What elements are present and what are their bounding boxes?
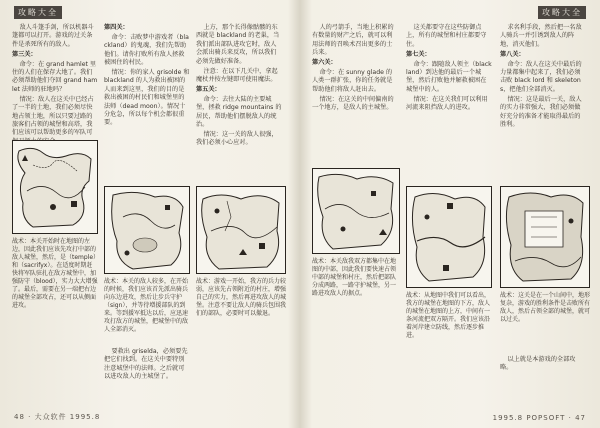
paragraph: 情况：这是最后一关，敌人的实力非常强大，我们必须做好充分的准备才能取得最后的胜利。 — [500, 95, 582, 128]
right-column-2 — [406, 24, 492, 114]
paragraph: 情况：这一关的敌人很强，我们必须小心应对。 — [196, 130, 278, 147]
paragraph: 求名利手段，然后把一名敌人骑兵一并引诱到敌人的阵地，消灭他们。 — [500, 24, 582, 48]
paragraph: 命令：跟随敌人领主（blackland）到达他的最后一个城堡，然后打败他并解救被困在城堡中的人。 — [406, 60, 492, 93]
level-map-image — [12, 140, 98, 234]
right-page — [302, 0, 600, 428]
left-column-1 — [12, 24, 98, 148]
level-map-image — [312, 168, 400, 254]
level-map-image — [104, 186, 190, 274]
section-header-tag: 攻略大全 — [14, 6, 62, 19]
map-caption: 战术：这关是在一个山间中，地形复杂，游戏的胜利条件是击败所有敌人，然后占领全部的城堡，就可以过关。 — [500, 292, 591, 323]
level-map-image — [500, 186, 590, 288]
right-column-1 — [312, 24, 398, 114]
paragraph: 注意：在以下几关中，拿起魔杖并按左键即可使用魔法。 — [196, 67, 278, 83]
section-heading: 第八关： — [500, 50, 525, 58]
right-column-3 — [500, 24, 586, 131]
paragraph: 命令：击败梦中游戏者（blackland）的鬼魂，我们先帮助他们。请你打败所有敌人拯救被困住的村民。 — [104, 33, 189, 67]
paragraph: 情况：在这关的中间偏南的一个地方，是敌人的主城堡。 — [312, 95, 394, 112]
map-caption: 战术：本关敌我双方都集中在地图的中部，因此我们要快速占领中部的城堡和村庄，然后把部队分成两路，一路守护城堡，另一路进攻敌人的据点。 — [312, 258, 397, 297]
paragraph: 命令：在 grand hamlet 里住的人们在保存大地了。我们必须帮助他们夺回 grand hamlet 法师的驻地吗？ — [12, 60, 98, 93]
paragraph: 命令：在 sunny glade 的人类一群扩张，你的任务就是帮助他们将敌人赶出去。 — [312, 69, 393, 93]
paragraph: 人的弓箭手，当地上积累的有数量的财产之后，就可以利用法师的召唤术召出更多的士兵来。 — [312, 24, 394, 57]
page-footer: 1995.8 POPSOFT · 47 — [492, 414, 586, 422]
section-heading: 第六关： — [312, 59, 337, 67]
map-caption: 战术：本关开始时在地图的左边，因此我们应该先攻打中部的敌人城堡，然后，是（temple）和（sacrifyx）。在适度时期赶快将军队驻扎在敌方城堡中，加强防守（blood），实力大大增强了。最后，需要在另一端把右边的城堡全部攻占，还可以从侧面进攻。 — [12, 238, 98, 309]
section-heading: 第七关： — [406, 50, 431, 58]
paragraph: 情况：在这关我们可以利用河流来阻挡敌人的进攻。 — [406, 95, 488, 112]
paragraph: 以上就是本游戏的全部攻略。 — [500, 356, 576, 372]
paragraph: 命令：去往大陆的主要城堡，拯救 ridge mountains 的居民，帮助他们摆脱敌人的统治。 — [196, 95, 282, 128]
paragraph: 情况：敌人在这关中已经占了一半的土地，我们必须尽快地占领土地，所以只要过路的旅客们占领的城堡和高塔，我们应该可以帮助更多的军队可 — [12, 95, 94, 137]
map-caption: 战术：游戏一开始，我方的兵力较弱，应该先占领附近的村庄，增强自己的实力，然后再进攻敌人的城堡。注意不要让敌人的骑兵包围我们的部队，必要时可以撤退。 — [196, 278, 287, 317]
paragraph: 上方，那个长得像骷髅的东西就是 blackland 的老巢，当我们派出部队进攻它时，敌人会派出骑兵来反攻，所以我们必须先做好准备。 — [196, 24, 280, 65]
section-heading: 第三关： — [12, 50, 37, 58]
right-column-3-bottom — [500, 356, 586, 374]
left-column-2-bottom — [104, 348, 190, 383]
paragraph: 这关都要守在这些防御点上，所有的城堡和村庄都要守住。 — [406, 24, 487, 48]
section-heading: 第四关： — [104, 24, 129, 31]
level-map-image — [406, 186, 492, 288]
level-map-image — [196, 186, 286, 274]
map-caption: 战术：从地图中我们可以看出，我方的城堡在地图的下方，敌人的城堡在地图的上方，中间有一条河流把双方隔开。我们应该沿着河岸建立防线，然后逐步推进。 — [406, 292, 491, 339]
left-column-2 — [104, 24, 190, 129]
paragraph: 情况：你的家人 grisolde 和 blackland 的人为救出被困的人而来到这里，我们的目的是救出被困的村民们和城堡里的法师（dead moon）。情况十分危急，所以每个机会都很重要。 — [104, 69, 190, 127]
map-caption: 战术：本关的敌人较多，在开始的时候，我们应该首先派出骑兵向东边进攻，然后让步兵守护（sign），并等待增援部队的到来。等到援军抵达以后，应迅速攻打敌方的城堡，把城堡中的敌人全部消灭。 — [104, 278, 189, 333]
left-page — [0, 0, 298, 428]
section-header-tag: 攻略大全 — [538, 6, 586, 19]
paragraph: 敌人斗篷手剑，所以机器斗篷都可以打开。游戏的过关条件是杀死所有的敌人。 — [12, 24, 94, 48]
section-heading: 第五关： — [196, 85, 221, 93]
paragraph: 要救出 griselda，必须要先把它们找到。在这关中要特别注意城堡中的法师。之后就可以进攻敌人的主城堡了。 — [104, 348, 188, 381]
paragraph: 命令：敌人在这关中最后的力量都集中起来了，我们必须击败 black lord 和 skeletons，把他们全部消灭。 — [500, 60, 582, 93]
page-footer: 48 · 大众软件 1995.8 — [14, 413, 101, 421]
left-column-3 — [196, 24, 282, 149]
